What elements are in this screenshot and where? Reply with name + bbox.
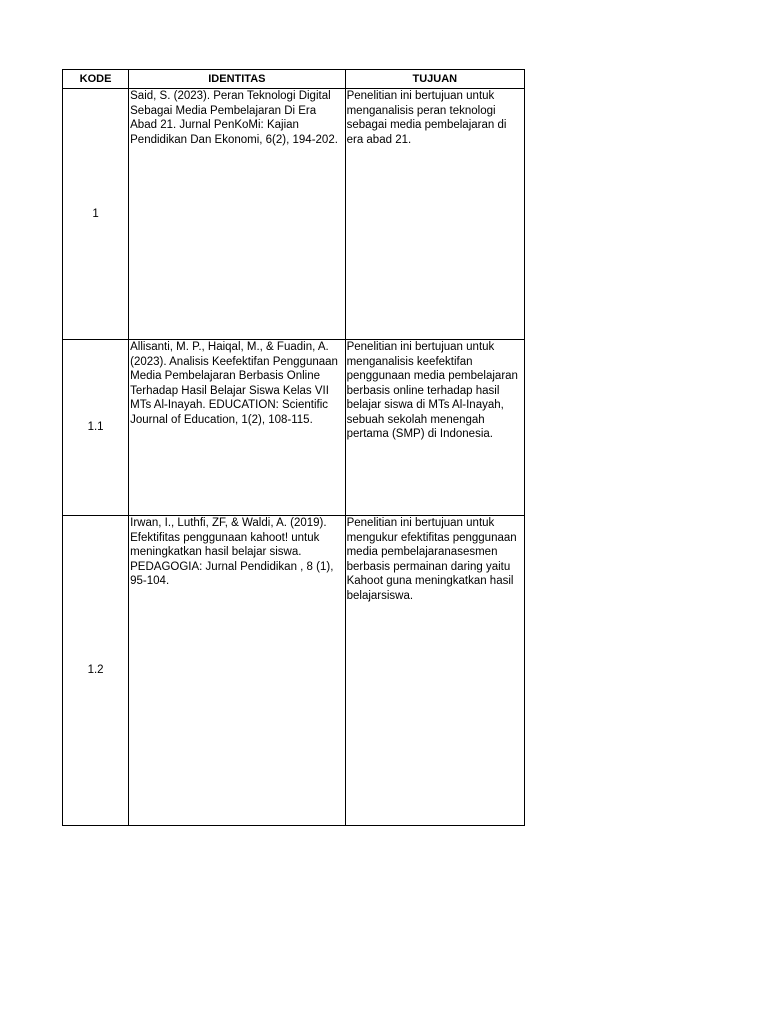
header-tujuan: TUJUAN: [345, 70, 524, 89]
cell-kode: 1.2: [63, 516, 129, 826]
table-row: [63, 89, 525, 340]
cell-tujuan: Penelitian ini bertujuan untuk menganalisis keefektifan penggunaan media pembelajaran berbasis online terhadap hasil belajar siswa di MTs Al-Inayah, sebuah sekolah menengah pertama (SMP) di Indonesia.: [345, 340, 524, 516]
header-kode: KODE: [63, 70, 129, 89]
table-row: [63, 340, 525, 516]
table-header-row: [63, 70, 525, 89]
cell-tujuan: Penelitian ini bertujuan untuk mengukur efektifitas penggunaan media pembelajaranasesmen berbasis permainan daring yaitu Kahoot guna meningkatkan hasil belajarsiswa.: [345, 516, 524, 826]
cell-tujuan: Penelitian ini bertujuan untuk menganalisis peran teknologi sebagai media pembelajaran di era abad 21.: [345, 89, 524, 340]
cell-identitas: Said, S. (2023). Peran Teknologi Digital Sebagai Media Pembelajaran Di Era Abad 21. Jurnal PenKoMi: Kajian Pendidikan Dan Ekonomi, 6(2), 194-202.: [129, 89, 345, 340]
cell-identitas: Irwan, I., Luthfi, ZF, & Waldi, A. (2019). Efektifitas penggunaan kahoot! untuk meningkatkan hasil belajar siswa. PEDAGOGIA: Jurnal Pendidikan , 8 (1), 95-104.: [129, 516, 345, 826]
cell-identitas: Allisanti, M. P., Haiqal, M., & Fuadin, A. (2023). Analisis Keefektifan Penggunaan Media Pembelajaran Berbasis Online Terhadap Hasil Belajar Siswa Kelas VII MTs Al-Inayah. EDUCATION: Scientific Journal of Education, 1(2), 108-115.: [129, 340, 345, 516]
table-row: [63, 516, 525, 826]
header-identitas: IDENTITAS: [129, 70, 345, 89]
cell-kode: 1.1: [63, 340, 129, 516]
literature-table: [62, 69, 525, 826]
cell-kode: 1: [63, 89, 129, 340]
